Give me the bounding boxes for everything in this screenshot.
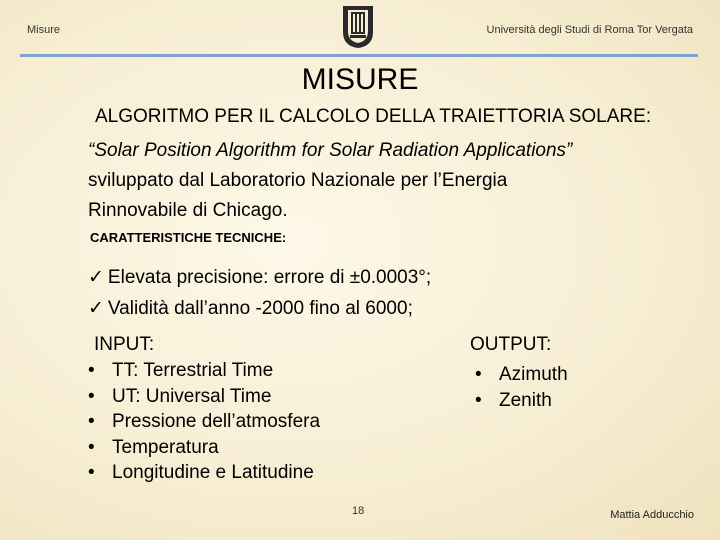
list-item: • Zenith [475, 388, 568, 414]
check-item [88, 297, 413, 320]
check-item [88, 266, 431, 289]
header-right-label: Università degli Studi di Roma Tor Vergata [486, 24, 693, 36]
features-heading: CARATTERISTICHE TECNICHE: [90, 230, 287, 245]
check-item-text: Validità dall’anno -2000 fino al 6000; [107, 298, 413, 319]
list-item: • Pressione dell’atmosfera [88, 409, 320, 435]
list-item: • Temperatura [88, 435, 320, 461]
check-icon: ✓ [88, 267, 104, 288]
footer-author: Mattia Adducchio [610, 509, 694, 521]
header-divider [20, 54, 698, 57]
body-line-1: ALGORITMO PER IL CALCOLO DELLA TRAIETTORIA SOLARE: [95, 106, 652, 127]
body-line-2: “Solar Position Algorithm for Solar Radiation Applications” [88, 140, 573, 161]
list-item: • TT: Terrestrial Time [88, 358, 320, 384]
list-item: • UT: Universal Time [88, 384, 320, 410]
input-heading: INPUT: [94, 334, 155, 355]
page-number: 18 [352, 505, 365, 517]
check-icon: ✓ [88, 298, 104, 319]
body-line-3: sviluppato dal Laboratorio Nazionale per l’Energia [88, 170, 508, 191]
university-crest-icon [340, 4, 376, 50]
input-list [88, 358, 320, 486]
page-title: MISURE [301, 63, 419, 96]
list-item: • Azimuth [475, 362, 568, 388]
list-item: • Longitudine e Latitudine [88, 460, 320, 486]
body-line-4: Rinnovabile di Chicago. [88, 200, 288, 221]
check-item-text: Elevata precisione: errore di ±0.0003°; [107, 267, 432, 288]
output-list [475, 362, 568, 413]
header-left-label: Misure [27, 24, 61, 36]
output-heading: OUTPUT: [470, 334, 552, 355]
